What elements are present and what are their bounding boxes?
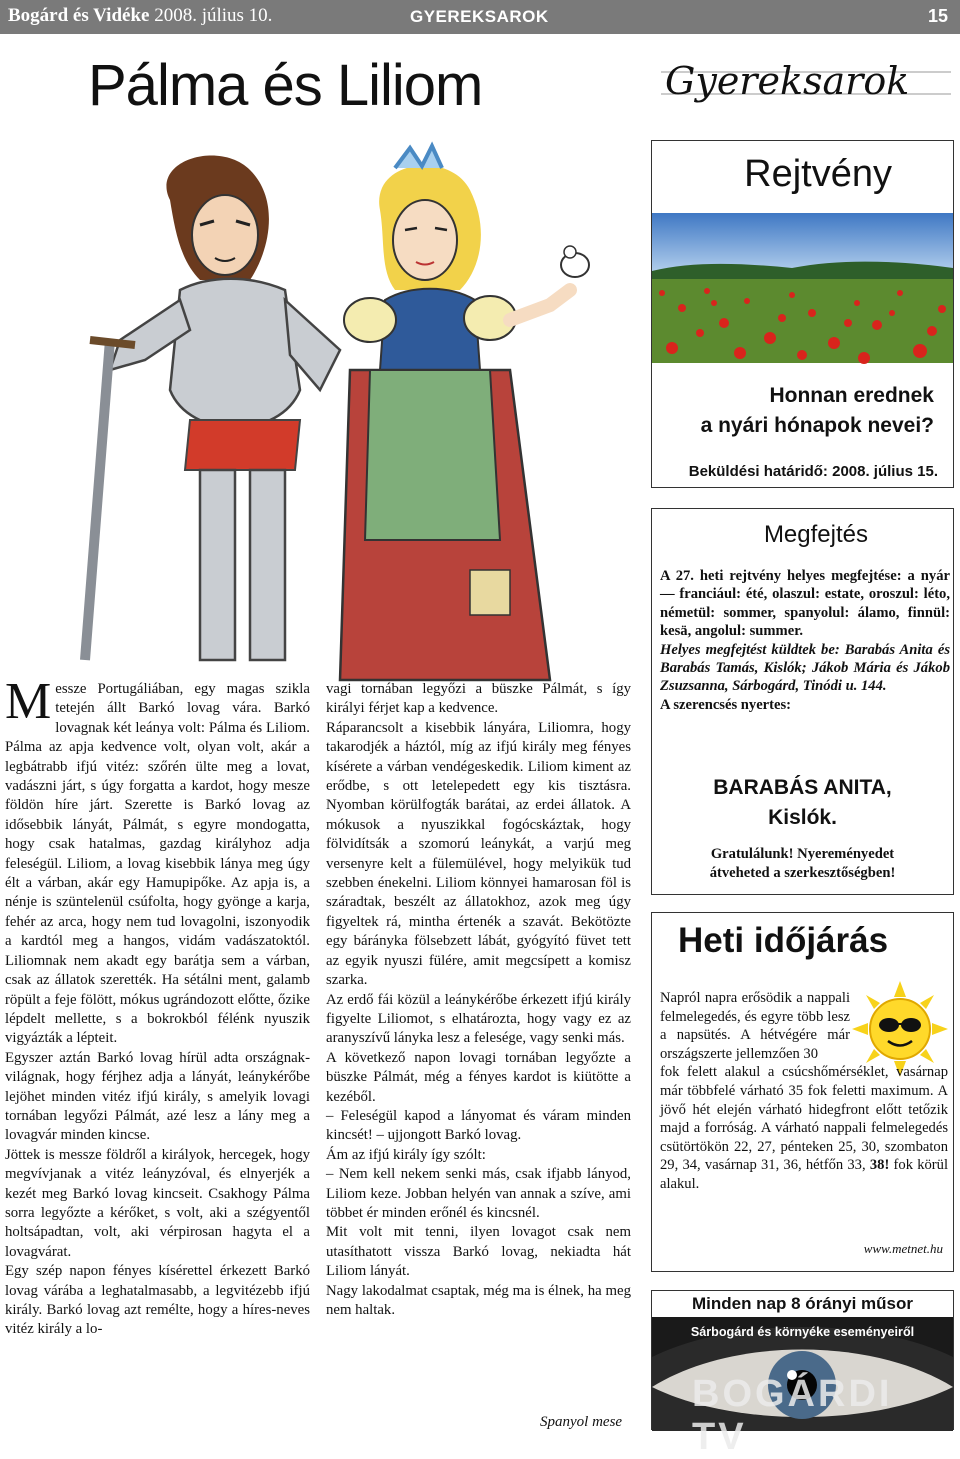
handwritten-logo — [651, 50, 954, 112]
paragraph: Messze Portugáliában, egy magas szikla tetején állt Barkó lovag vára. Barkó lovagnak két leánya volt: Pálma és Liliom. Pálma az apja kedvence volt, olyan volt, akár a legbátrabb ifjú vitéz: szőrén ülte meg a lovat, vadászni járt, s úgy forgatta a kardot, hogy mesze földön híre járt. Szerette is Barkó lovag az idősebbik lányát, Pálmát, s egyre mondogatta, hogy csak hatalmas, gazdag királyhoz adja feleségül. Liliom, a lovag kisebbik lánya meg úgy élt a várban, akár egy Hamupipőke. Az apja is, a nénje is szüntelenül csúfolta, hogy gyönge a karja, fehér az arca, hogy nem tud lovagolni, iszonyodik a kardtól meg a hangos, vidám vadászatoktól. Liliomnak nem akadt egy barátja sem a várban, csak az állatok szerették. Ha sétálni ment, galamb röpült a feje fölött, mókus ugrándozott előtte, őzike lépdelt mellette, s a bokrokból félénk nyuszik vigyázták a lépteit. — [5, 673, 310, 1047]
paragraph: Egyszer aztán Barkó lovag hírül adta országnak-világnak, hogy férjhez adja a lányát, leánykérőbe lejöhet minden vitéz ifjú király, s amelyik lovagi tornában legyőzi Pálmát, azé lesz a lány meg a lovagvár minden kincse. — [5, 1049, 310, 1144]
princess-girl-figure — [340, 146, 589, 680]
tv-logo-text: BOGÁRDI TV — [692, 1373, 893, 1458]
page-number: 15 — [928, 6, 949, 26]
winner-name: BARABÁS ANITA, Kislók. — [713, 776, 892, 829]
riddle-deadline: Beküldési határidő: 2008. július 15. — [688, 463, 938, 480]
paragraph: Jöttek is messze földről a királyok, hercegek, hogy megvívjanak a vitéz leányzóval, és elnyerjék a kezét meg Barkó lovag kincseit. Csakhogy Pálma sorra legyőzte a kérőket, s volt, aki a szégyentől holtsápadtan, volt, aki vérpirosan hagyta el a lovagvárat. — [5, 1146, 310, 1260]
section-name: GYEREKSAROK — [410, 7, 549, 26]
paragraph: Mit volt mit tenni, ilyen lovagot csak nem utasíthatott vissza Barkó lovag, nekiadta hát Liliom lányát. — [326, 1224, 631, 1280]
riddle-question: Honnan erednek a nyári hónapok nevei? — [700, 384, 934, 437]
weather-box — [651, 912, 954, 1272]
paragraph: vagi tornában legyőzi a büszke Pálmát, s így királyi férjet kap a kedvence. — [326, 681, 631, 717]
article-illustration — [50, 140, 640, 700]
logo-text: Gyereksarok — [665, 59, 910, 103]
paragraph: Ráparancsolt a kisebbik lányára, Liliomra, hogy takarodjék a háztól, míg az ifjú király meg fényes kísérete a várban vendégeskedik. Liliom kiment az erődbe, s ott letelepedett egy kis tisztásra. Nyomban körülfogták barátai, az erdei állatok. A mókusok a nyuszikkal fogócskáztak, hogy fölvidítsák a szomorú leánykát, a varjú meg versenyre kelt a fülemülével, hogy melyikük tud szebben énekelni. Liliom könnyei hamarosan föl is száradtak, beszélt az állatokhoz, azok meg úgy figyeltek rá, mintha értenék a szavát. Bekötözte egy bárányka fölsebzett lábát, gyógyító füvet tett az egyik nyuszi fülére, amit megcsípett a komisz szarka. — [326, 719, 631, 989]
paragraph: Egy szép napon fényes kísérettel érkezett Barkó lovag várába a leghatalmasabb, a legvitézebb ifjú király. Barkó lovag azt remélte, hogy a híres-neves vitéz király a lo- — [5, 1263, 310, 1338]
drop-cap: M — [5, 673, 52, 730]
knight-girl-figure — [85, 156, 340, 660]
publication-info — [8, 5, 272, 27]
publication-name: Bogárd és Vidéke — [8, 5, 150, 26]
article-signature: Spanyol mese — [540, 1414, 623, 1430]
tv-headline: Minden nap 8 órányi műsor — [652, 1291, 953, 1317]
max-temperature-highlight: 38! — [869, 1157, 890, 1174]
solution-senders: Helyes megfejtést küldtek be: Barabás Anita és Barabás Tamás, Kislók; Jákob Mária és Jákob Zsuzsanna, Sárbogárd, Tinódi u. 144. — [660, 641, 950, 695]
riddle-box — [651, 140, 954, 488]
tv-subline: Sárbogárd és környéke eseményeiről — [690, 1325, 915, 1339]
paragraph: Ám az ifjú király így szólt: — [326, 1146, 486, 1163]
tv-advertisement — [651, 1290, 954, 1458]
article-title: Pálma és Liliom — [88, 53, 483, 118]
solution-text — [660, 567, 950, 714]
paragraph: – Feleségül kapod a lányomat és váram minden kincsét! – ujjongott Barkó lovag. — [326, 1107, 631, 1144]
article-column-2 — [326, 680, 631, 1320]
section-logo — [651, 50, 954, 112]
paragraph: Az erdő fái közül a leánykérőbe érkezett ifjú király figyelte Liliomot, s elhatározta, hogy vagy ez az aranyszívű lányka lesz a felesége, vagy senki más. — [326, 991, 631, 1047]
issue-date: 2008. július 10. — [154, 5, 273, 26]
congratulations: Gratulálunk! Nyereményedet átveheted a szerkesztőségben! — [709, 846, 896, 881]
paragraph: A következő napon lovagi tornában legyőzte a büszke Pálmát, még a fényes kardot is kiütötte a kezéből. — [326, 1049, 631, 1105]
riddle-title: Rejtvény — [744, 153, 892, 195]
solution-title: Megfejtés — [763, 521, 868, 548]
paragraph: Nagy lakodalmat csaptak, még ma is élnek, ha meg nem haltak. — [326, 1282, 631, 1318]
paragraph: – Nem kell nekem senki más, csak ifjabb lányod, Liliom keze. Jobban helyén van annak a szíve, ami többet ér minden erőnél és kincsnél. — [326, 1166, 631, 1221]
lucky-winner-label: A szerencsés nyertes: — [660, 696, 792, 713]
weather-text: Napról napra erősödik a nappali felmelegedés, és egyre több lesz a napsütés. A hétvégére már országszerte jellemzően 30 fok felett alakul a csúcshőmérséklet, vasárnap már többfelé várható 35 fok feletti maximum. A jövő hét elején várható hidegfront előtt tetőzik majd a forróság. A várható nappali felmelegedés csütörtökön 22, 27, pénteken 25, 30, szombaton 29, 34, vasárnap 31, 36, hétfőn 33, 38! fok körül alakul. — [660, 990, 948, 1192]
weather-title: Heti időjárás — [678, 921, 889, 960]
page-header — [0, 0, 960, 34]
solution-box — [651, 508, 954, 895]
poppy-field-photo — [652, 213, 953, 363]
weather-source: www.metnet.hu — [863, 1241, 943, 1256]
solution-answer: A 27. heti rejtvény helyes megfejtése: a nyár — franciául: été, olaszul: estate, oroszul: léto, németül: sommer, spanyolul: álamo, finnül: kesä, angolul: summer. — [660, 568, 950, 640]
article-column-1 — [5, 673, 310, 1340]
